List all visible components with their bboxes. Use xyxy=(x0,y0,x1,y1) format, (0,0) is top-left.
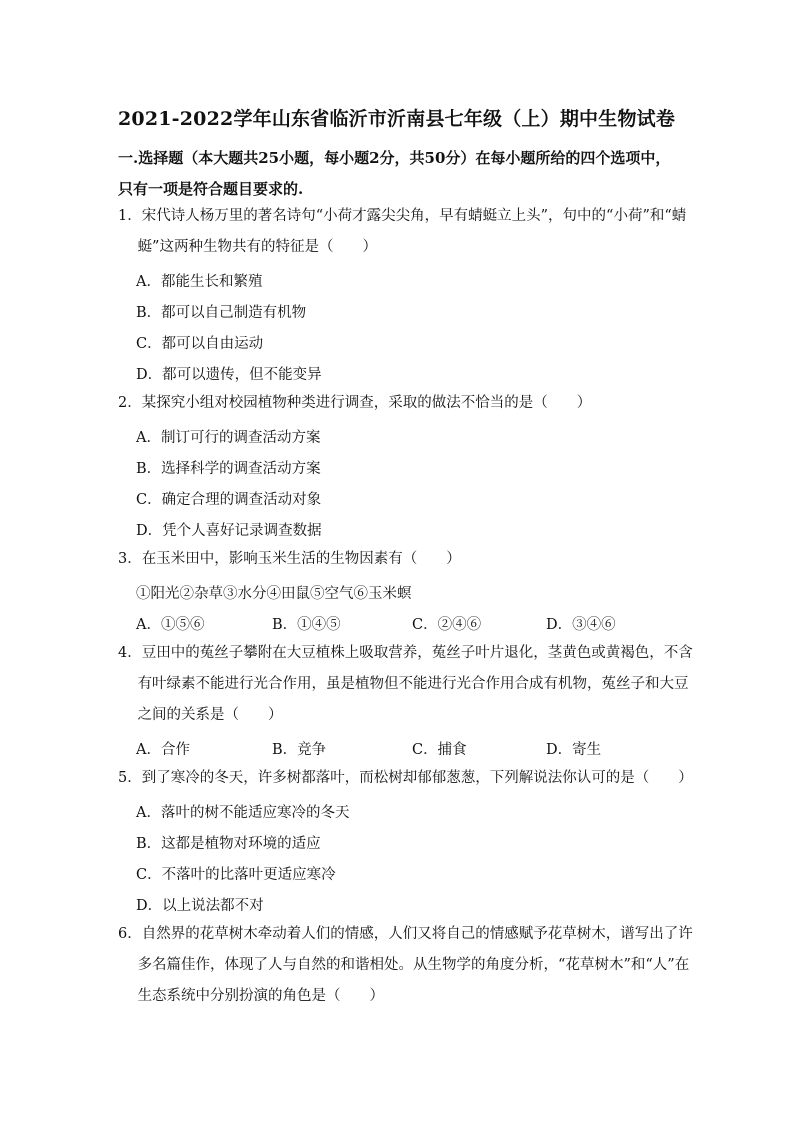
question-2-option-b[interactable]: B．选择科学的调查活动方案 xyxy=(136,461,321,477)
question-5-option-a[interactable]: A．落叶的树不能适应寒冷的冬天 xyxy=(136,805,350,821)
question-3-factors: ①阳光②杂草③水分④田鼠⑤空气⑥玉米螟 xyxy=(136,586,412,602)
question-5-option-c[interactable]: C．不落叶的比落叶更适应寒冷 xyxy=(136,867,336,883)
question-4-option-c[interactable]: C．捕食 xyxy=(412,742,467,758)
question-1-option-d[interactable]: D．都可以遗传，但不能变异 xyxy=(136,367,322,383)
question-5-stem: 5．到了寒冷的冬天，许多树都落叶，而松树却郁郁葱葱，下列解说法你认可的是（ ） xyxy=(118,770,693,786)
question-1-option-a[interactable]: A．都能生长和繁殖 xyxy=(136,274,263,290)
question-3-option-c[interactable]: C．②④⑥ xyxy=(412,617,482,633)
question-3-option-b[interactable]: B．①④⑤ xyxy=(272,617,341,633)
question-1-option-b[interactable]: B．都可以自己制造有机物 xyxy=(136,305,307,321)
question-4-option-b[interactable]: B．竞争 xyxy=(272,742,327,758)
question-1-option-c[interactable]: C．都可以自由运动 xyxy=(136,336,264,352)
question-2-stem: 2．某探究小组对校园植物种类进行调查，采取的做法不恰当的是（ ） xyxy=(118,395,592,411)
question-4-option-d[interactable]: D．寄生 xyxy=(546,742,602,758)
question-3-stem: 3．在玉米田中，影响玉米生活的生物因素有（ ） xyxy=(118,551,461,567)
question-3-option-d[interactable]: D．③④⑥ xyxy=(546,617,616,633)
section-heading: 一.选择题（本大题共25小题，每小题2分，共50分）在每小题所给的四个选项中，只有一项是符合题目要求的. xyxy=(118,149,671,198)
question-1-stem: 1．宋代诗人杨万里的著名诗句“小荷才露尖尖角，早有蜻蜓立上头”，句中的“小荷”和“蜻蜓”这两种生物共有的特征是（ ） xyxy=(118,208,687,255)
question-5-option-b[interactable]: B．这都是植物对环境的适应 xyxy=(136,836,321,852)
question-6-stem: 6．自然界的花草树木牵动着人们的情感，人们又将自己的情感赋予花草树木，谱写出了许多名篇佳作，体现了人与自然的和谐相处。从生物学的角度分析，“花草树木”和“人”在生态系统中分别扮演的角色是（ ） xyxy=(118,926,693,1004)
question-2-option-c[interactable]: C．确定合理的调查活动对象 xyxy=(136,492,322,508)
question-2-option-a[interactable]: A．制订可行的调查活动方案 xyxy=(136,430,321,446)
question-3-option-a[interactable]: A．①⑤⑥ xyxy=(136,617,205,633)
page-title: 2021-2022学年山东省临沂市沂南县七年级（上）期中生物试卷 xyxy=(118,108,676,130)
question-2-option-d[interactable]: D．凭个人喜好记录调查数据 xyxy=(136,523,322,539)
question-4-stem: 4．豆田中的菟丝子攀附在大豆植株上吸取营养，菟丝子叶片退化，茎黄色或黄褐色，不含有叶绿素不能进行光合作用，虽是植物但不能进行光合作用合成有机物，菟丝子和大豆之间的关系是（ ） xyxy=(118,645,693,723)
question-5-option-d[interactable]: D．以上说法都不对 xyxy=(136,898,264,914)
question-4-option-a[interactable]: A．合作 xyxy=(136,742,190,758)
